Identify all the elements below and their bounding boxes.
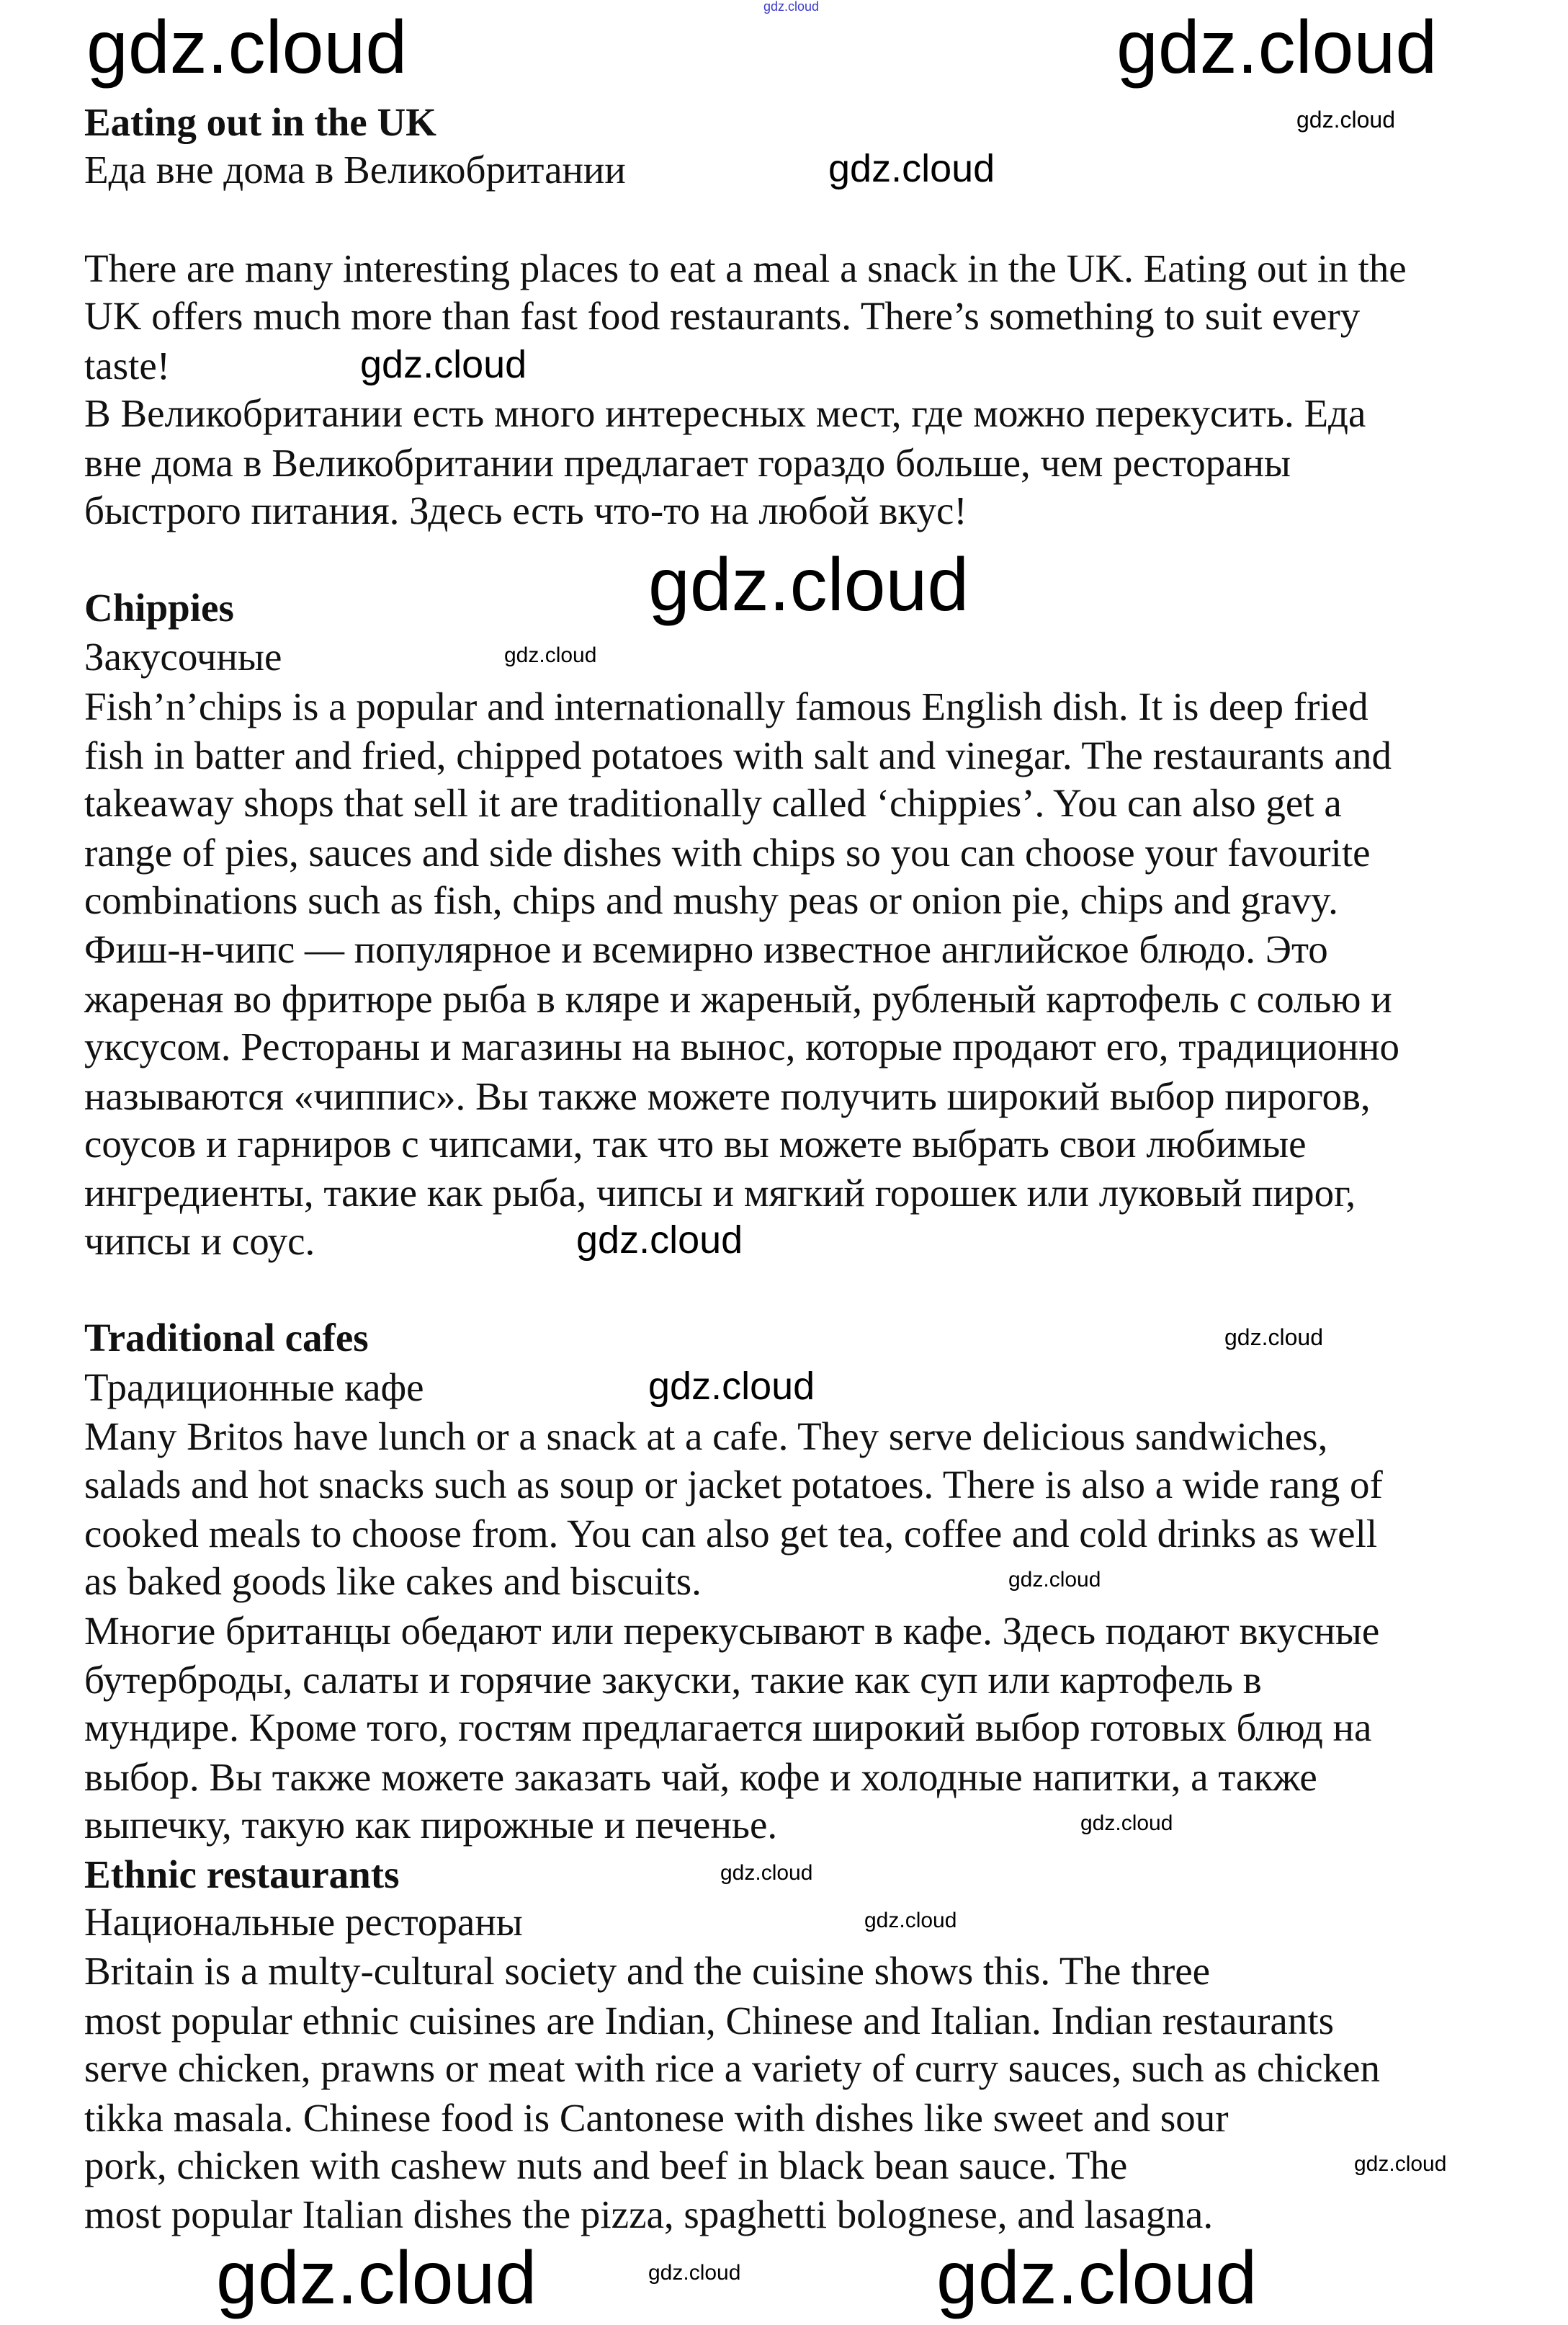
watermark: gdz.cloud [576,1218,743,1262]
text-line: most popular Italian dishes the pizza, spaghetti bolognese, and lasagna. [84,2192,1214,2237]
watermark: gdz.cloud [763,0,820,14]
text-line: UK offers much more than fast food restaurants. There’s something to suit every [84,294,1361,339]
text-line: Многие британцы обедают или перекусывают в кафе. Здесь подают вкусные [84,1608,1380,1653]
watermark: gdz.cloud [504,643,597,667]
watermark: gdz.cloud [648,1365,815,1408]
text-line: выпечку, такую как пирожные и печенье. [84,1803,778,1847]
text-line: Fish’n’chips is a popular and internationally famous English dish. It is deep fried [84,684,1368,728]
text-line: В Великобритании есть много интересных мест, где можно перекусить. Еда [84,391,1366,436]
text-line: combinations such as fish, chips and mushy peas or onion pie, chips and gravy. [84,878,1338,923]
section-heading-ru: Национальные рестораны [84,1899,523,1944]
text-line: most popular ethnic cuisines are Indian, Chinese and Italian. Indian restaurants [84,1998,1335,2043]
watermark: gdz.cloud [86,6,408,89]
text-line: tikka masala. Chinese food is Cantonese with dishes like sweet and sour [84,2095,1229,2140]
text-line: Britain is a multy-cultural society and the cuisine shows this. The three [84,1949,1211,1994]
text-line: вне дома в Великобритании предлагает гораздо больше, чем рестораны [84,440,1291,485]
text-line: There are many interesting places to eat a meal a snack in the UK. Eating out in the [84,246,1407,291]
text-line: соусов и гарниров с чипсами, так что вы можете выбрать свои любимые [84,1121,1307,1166]
text-line: takeaway shops that sell it are traditionally called ‘chippies’. You can also get a [84,781,1342,826]
watermark: gdz.cloud [216,2236,537,2320]
section-heading: Traditional cafes [84,1316,369,1360]
watermark: gdz.cloud [864,1909,957,1932]
watermark: gdz.cloud [360,343,527,386]
text-line: range of pies, sauces and side dishes with chips so you can choose your favourite [84,830,1371,875]
section-heading-ru: Традиционные кафе [84,1365,424,1409]
text-line: уксусом. Рестораны и магазины на вынос, которые продают его, традиционно [84,1025,1400,1069]
text-line: бутерброды, салаты и горячие закуски, такие как суп или картофель в [84,1658,1262,1703]
watermark: gdz.cloud [1354,2152,1447,2176]
watermark: gdz.cloud [648,543,969,627]
watermark: gdz.cloud [648,2261,741,2285]
section-heading: Chippies [84,585,234,630]
text-line: быстрого питания. Здесь есть что-то на любой вкус! [84,488,967,532]
section-heading: Ethnic restaurants [84,1852,400,1896]
text-line: Фиш-н-чипс — популярное и всемирно известное английское блюдо. Это [84,927,1328,972]
section-heading-ru: Еда вне дома в Великобритании [84,148,626,192]
text-line: называются «чиппис». Вы также можете получить широкий выбор пирогов, [84,1074,1371,1118]
section-heading: Eating out in the UK [84,99,436,144]
text-line: as baked goods like cakes and biscuits. [84,1559,702,1604]
watermark: gdz.cloud [1080,1811,1173,1835]
text-line: fish in batter and fried, chipped potatoes with salt and vinegar. The restaurants and [84,733,1392,777]
section-heading-ru: Закусочные [84,635,282,679]
text-line: жареная во фритюре рыба в кляре и жареный, рубленый картофель с солью и [84,976,1392,1021]
text-line: выбор. Вы также можете заказать чай, кофе и холодные напитки, а также [84,1754,1317,1799]
watermark: gdz.cloud [1296,107,1395,133]
watermark: gdz.cloud [936,2236,1258,2320]
text-line: чипсы и соус. [84,1218,315,1263]
text-line: taste! [84,343,171,388]
watermark: gdz.cloud [1116,6,1438,89]
text-line: Many Britos have lunch or a snack at a cafe. They serve delicious sandwiches, [84,1414,1328,1459]
watermark: gdz.cloud [828,147,995,190]
watermark: gdz.cloud [1008,1568,1101,1592]
text-line: мундире. Кроме того, гостям предлагается широкий выбор готовых блюд на [84,1705,1372,1750]
watermark: gdz.cloud [1224,1324,1323,1350]
text-line: pork, chicken with cashew nuts and beef in black bean sauce. The [84,2143,1128,2187]
text-line: ингредиенты, такие как рыба, чипсы и мягкий горошек или луковый пирог, [84,1171,1356,1215]
watermark: gdz.cloud [720,1861,813,1885]
text-line: serve chicken, prawns or meat with rice a variety of curry sauces, such as chicken [84,2046,1380,2091]
text-line: cooked meals to choose from. You can also get tea, coffee and cold drinks as well [84,1511,1378,1556]
text-line: salads and hot snacks such as soup or jacket potatoes. There is also a wide rang of [84,1462,1383,1507]
